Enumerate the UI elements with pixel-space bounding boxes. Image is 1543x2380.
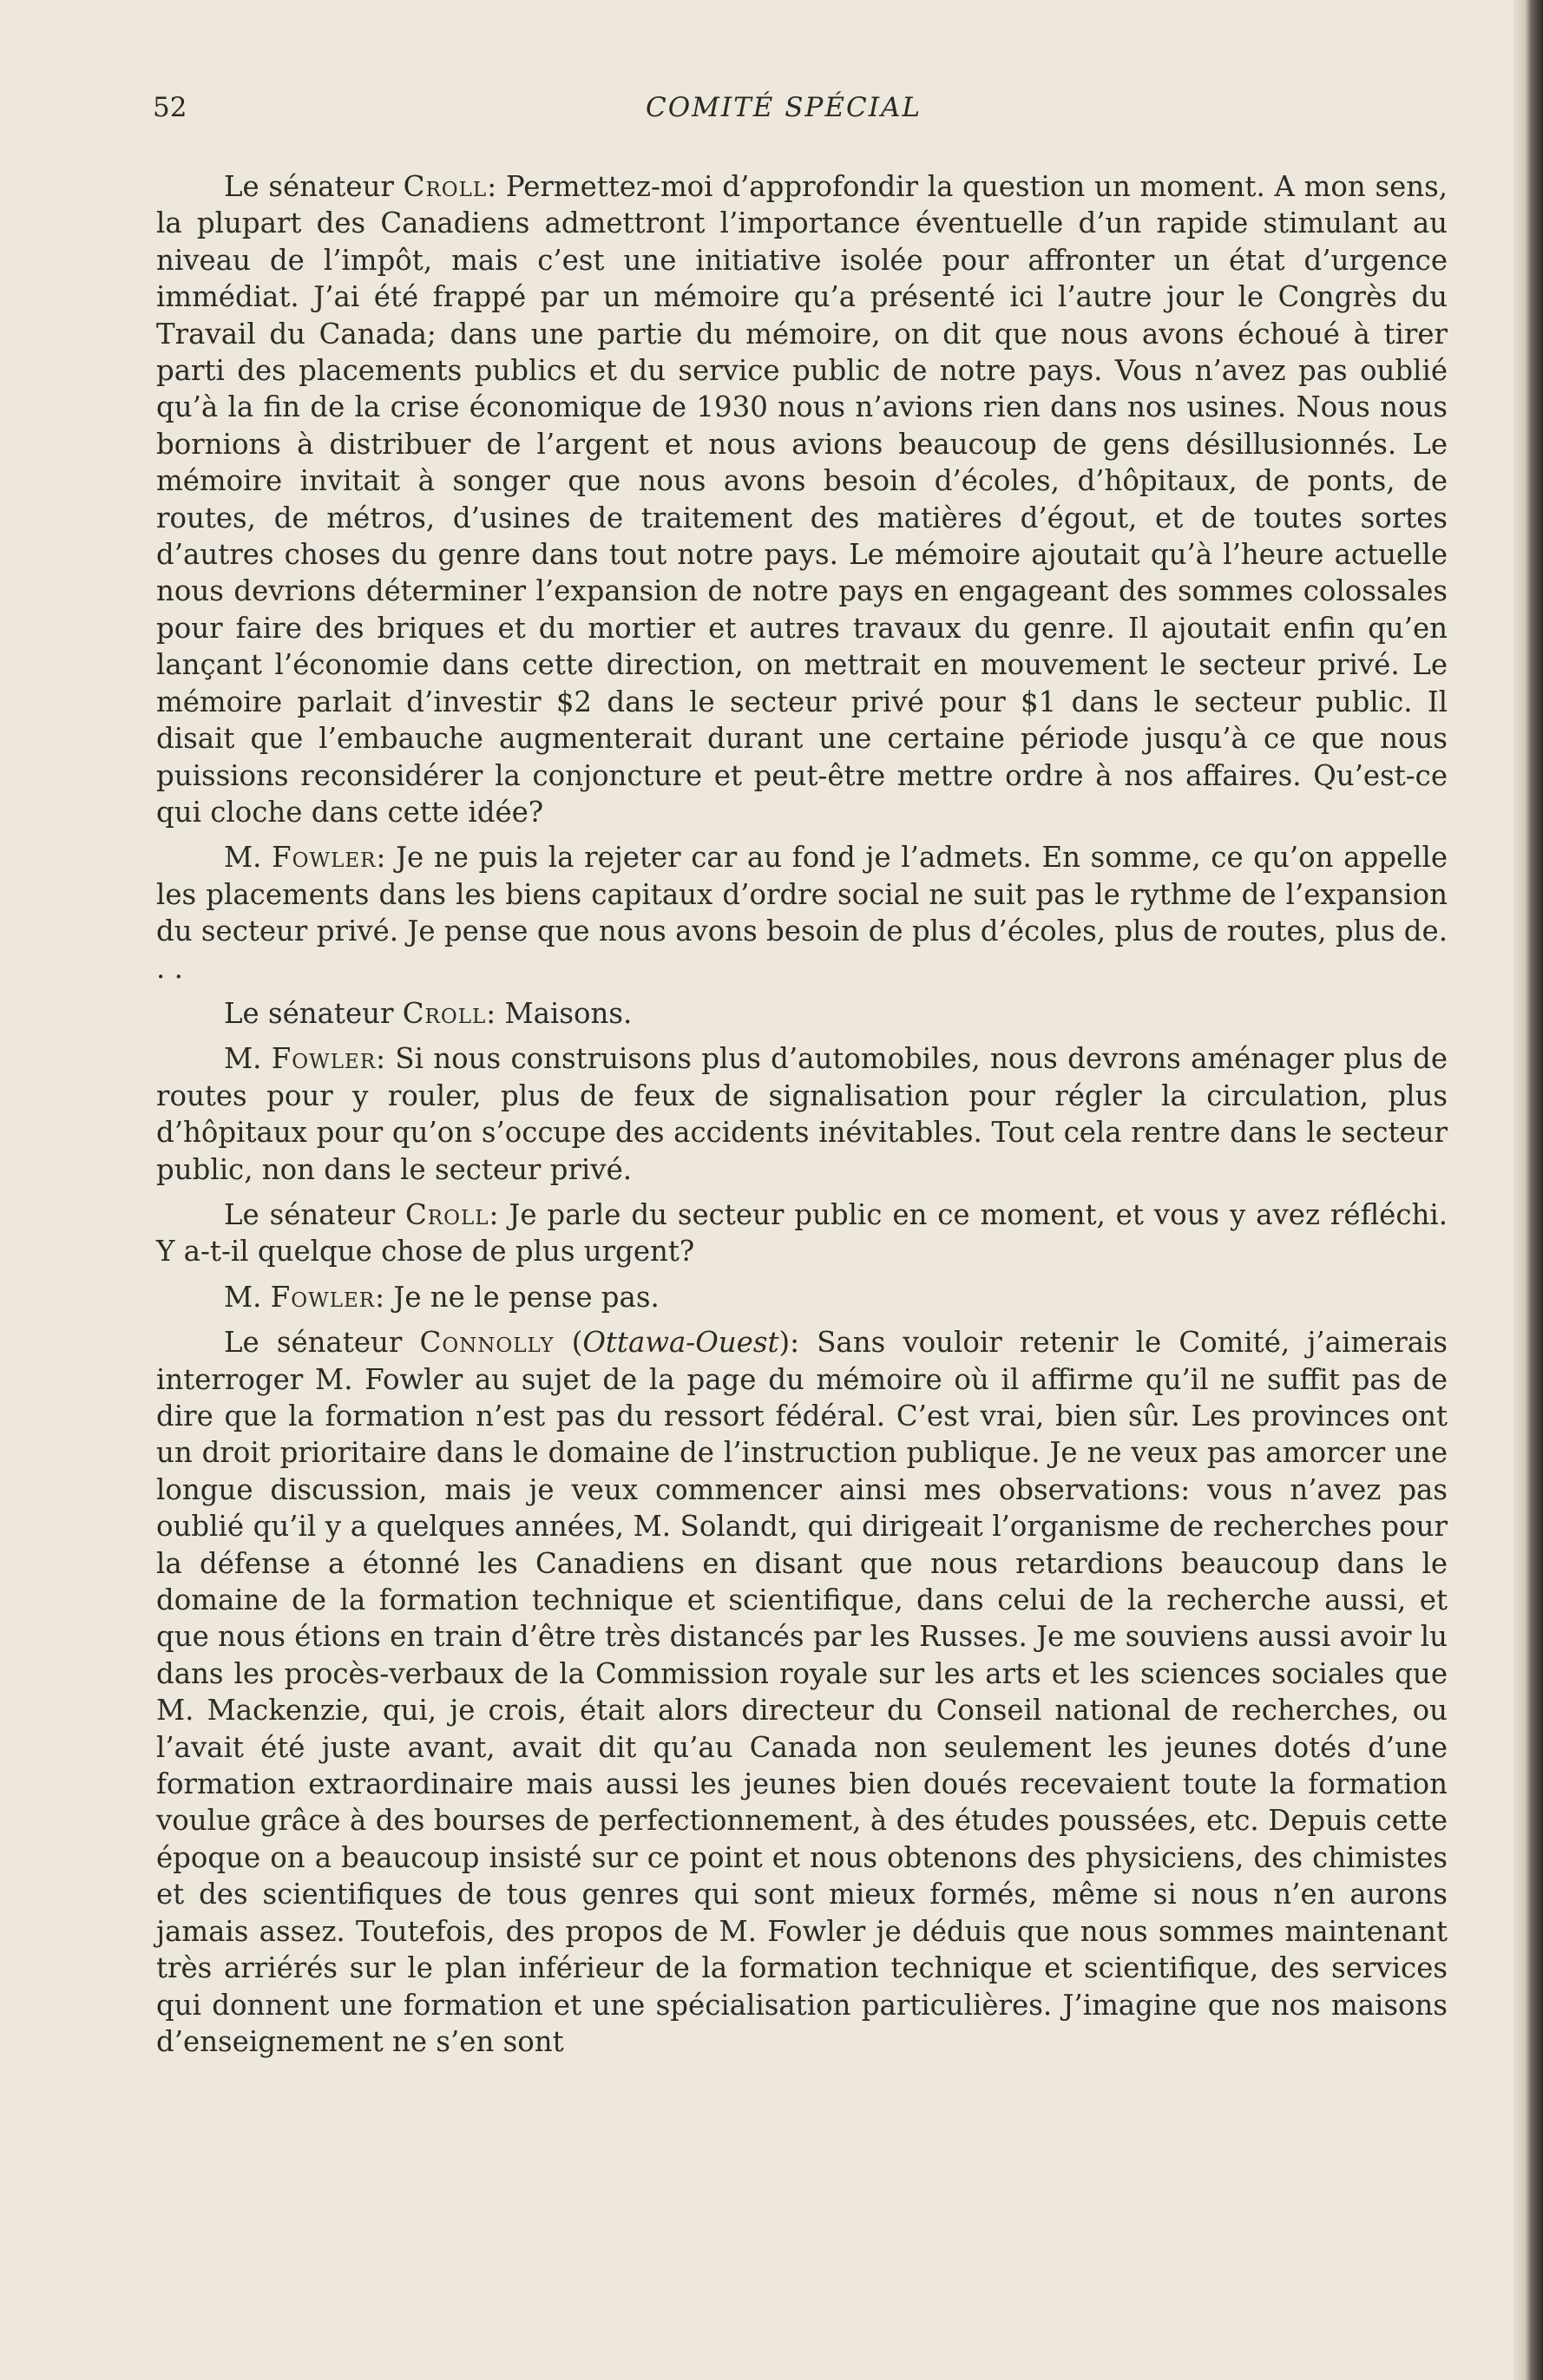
speaker-name: Croll <box>405 1197 489 1231</box>
speaker-riding-open: ( <box>554 1326 583 1360</box>
running-header <box>153 92 1454 135</box>
speaker-colon: : <box>487 170 506 203</box>
speaker-title: Le sénateur <box>224 1197 405 1231</box>
speaker-colon: : <box>375 1280 394 1314</box>
speech-paragraph <box>156 1324 1448 2060</box>
running-title: COMITÉ SPÉCIAL <box>646 92 922 123</box>
speaker-title: M. <box>224 841 272 875</box>
speech-paragraph <box>156 995 1448 1032</box>
speaker-title: M. <box>224 1280 271 1314</box>
speech-paragraph <box>156 1197 1448 1270</box>
speaker-name: Fowler <box>271 1042 377 1076</box>
speaker-title: M. <box>224 1042 272 1076</box>
speaker-colon: : <box>489 1197 509 1231</box>
speech-text: Je ne puis la rejeter car au fond je l’admets. En somme, ce qu’on appelle les placements dans les biens capitaux d’ordre social ne suit pas le rythme de l’expansion du secteur privé. Je pense que nous avons besoin de plus d’écoles, plus de routes, plus de. . . <box>156 841 1448 985</box>
speech-text: Je parle du secteur public en ce moment, et vous y avez réfléchi. Y a-t-il quelque chose de plus urgent? <box>156 1197 1448 1269</box>
speech-paragraph <box>156 1279 1448 1315</box>
speaker-title: Le sénateur <box>224 1326 420 1360</box>
speaker-colon: ): <box>778 1326 817 1360</box>
page-number: 52 <box>153 92 187 123</box>
speech-text: Si nous construisons plus d’automobiles, nous devrons aménager plus de routes pour y rouler, plus de feux de signalisation pour régler la circulation, plus d’hôpitaux pour qu’on s’occupe des accidents inévitables. Tout cela rentre dans le secteur public, non dans le secteur privé. <box>156 1042 1448 1186</box>
speech-text: Sans vouloir retenir le Comité, j’aimerais interroger M. Fowler au sujet de la page du mémoire où il affirme qu’il ne suffit pas de dire que la formation n’est pas du ressort fédéral. C’est vrai, bien sûr. Les provinces ont un droit prioritaire dans le domaine de l’instruction publique. Je ne veux pas amorcer une longue discussion, mais je veux commencer ainsi mes observations: vous n’avez pas oublié qu’il y a quelques années, M. Solandt, qui dirigeait l’organisme de recherches pour la défense a étonné les Canadiens en disant que nous retardions beaucoup dans le domaine de la formation technique et scientifique, dans celui de la recherche aussi, et que nous étions en train d’être très distancés par les Russes. Je me souviens aussi avoir lu dans les procès-verbaux de la Commission royale sur les arts et les sciences sociales que M. Mackenzie, qui, je crois, était alors directeur du Conseil national de recherches, ou l’avait été juste avant, avait dit qu’au Canada non seulement les jeunes dotés d’une formation extraordinaire mais aussi les jeunes bien doués recevaient toute la formation voulue grâce à des bourses de perfectionnement, à des études poussées, etc. Depuis cette époque on a beaucoup insisté sur ce point et nous obtenons des physiciens, des chimistes et des scientifiques de tous genres qui sont mieux formés, même si nous n’en aurons jamais assez. Toutefois, des propos de M. Fowler je déduis que nous sommes maintenant très arriérés sur le plan inférieur de la formation technique et scientifique, des services qui donnent une formation et une spécialisation particulières. J’imagine que nos maisons d’enseignement ne s’en sont <box>156 1326 1448 2058</box>
transcript-body <box>156 168 1448 2069</box>
speaker-name: Fowler <box>272 841 377 875</box>
speaker-name: Croll <box>403 170 488 203</box>
speech-text: Je ne le pense pas. <box>393 1280 660 1314</box>
speech-paragraph <box>156 839 1448 987</box>
speaker-title: Le sénateur <box>224 170 404 203</box>
speaker-riding: Ottawa-Ouest <box>582 1326 779 1360</box>
speaker-colon: : <box>376 841 397 875</box>
speech-text: Permettez-moi d’approfondir la question un moment. A mon sens, la plupart des Canadiens admettront l’importance éventuelle d’un rapide stimulant au niveau de l’impôt, mais c’est une initiative isolée pour affronter un état d’urgence immédiat. J’ai été frappé par un mémoire qu’a présenté ici l’autre jour le Congrès du Travail du Canada; dans une partie du mémoire, on dit que nous avons échoué à tirer parti des placements publics et du service public de notre pays. Vous n’avez pas oublié qu’à la fin de la crise économique de 1930 nous n’avions rien dans nos usines. Nous nous bornions à distribuer de l’argent et nous avions beaucoup de gens désillusionnés. Le mémoire invitait à songer que nous avons besoin d’écoles, d’hôpitaux, de ponts, de routes, de métros, d’usines de traitement des matières d’égout, et de toutes sortes d’autres choses du genre dans tout notre pays. Le mémoire ajoutait qu’à l’heure actuelle nous devrions déterminer l’expansion de notre pays en engageant des sommes colossales pour faire des briques et du mortier et autres travaux du genre. Il ajoutait enfin qu’en lançant l’économie dans cette direction, on mettrait en mouvement le secteur privé. Le mémoire parlait d’investir $2 dans le secteur privé pour $1 dans le secteur public. Il disait que l’embauche augmenterait durant une certaine période jusqu’à ce que nous puissions reconsidérer la conjoncture et peut-être mettre ordre à nos affaires. Qu’est-ce qui cloche dans cette idée? <box>156 170 1448 829</box>
speaker-title: Le sénateur <box>224 996 403 1030</box>
speaker-name: Fowler <box>270 1280 376 1314</box>
speech-paragraph <box>156 1040 1448 1188</box>
speech-paragraph <box>156 168 1448 830</box>
speaker-name: Croll <box>402 996 487 1030</box>
speaker-colon: : <box>376 1042 396 1076</box>
speaker-colon: : <box>486 996 505 1030</box>
speaker-name: Connolly <box>419 1326 555 1360</box>
speech-text: Maisons. <box>504 996 633 1030</box>
page-binding-edge <box>1513 0 1543 2380</box>
